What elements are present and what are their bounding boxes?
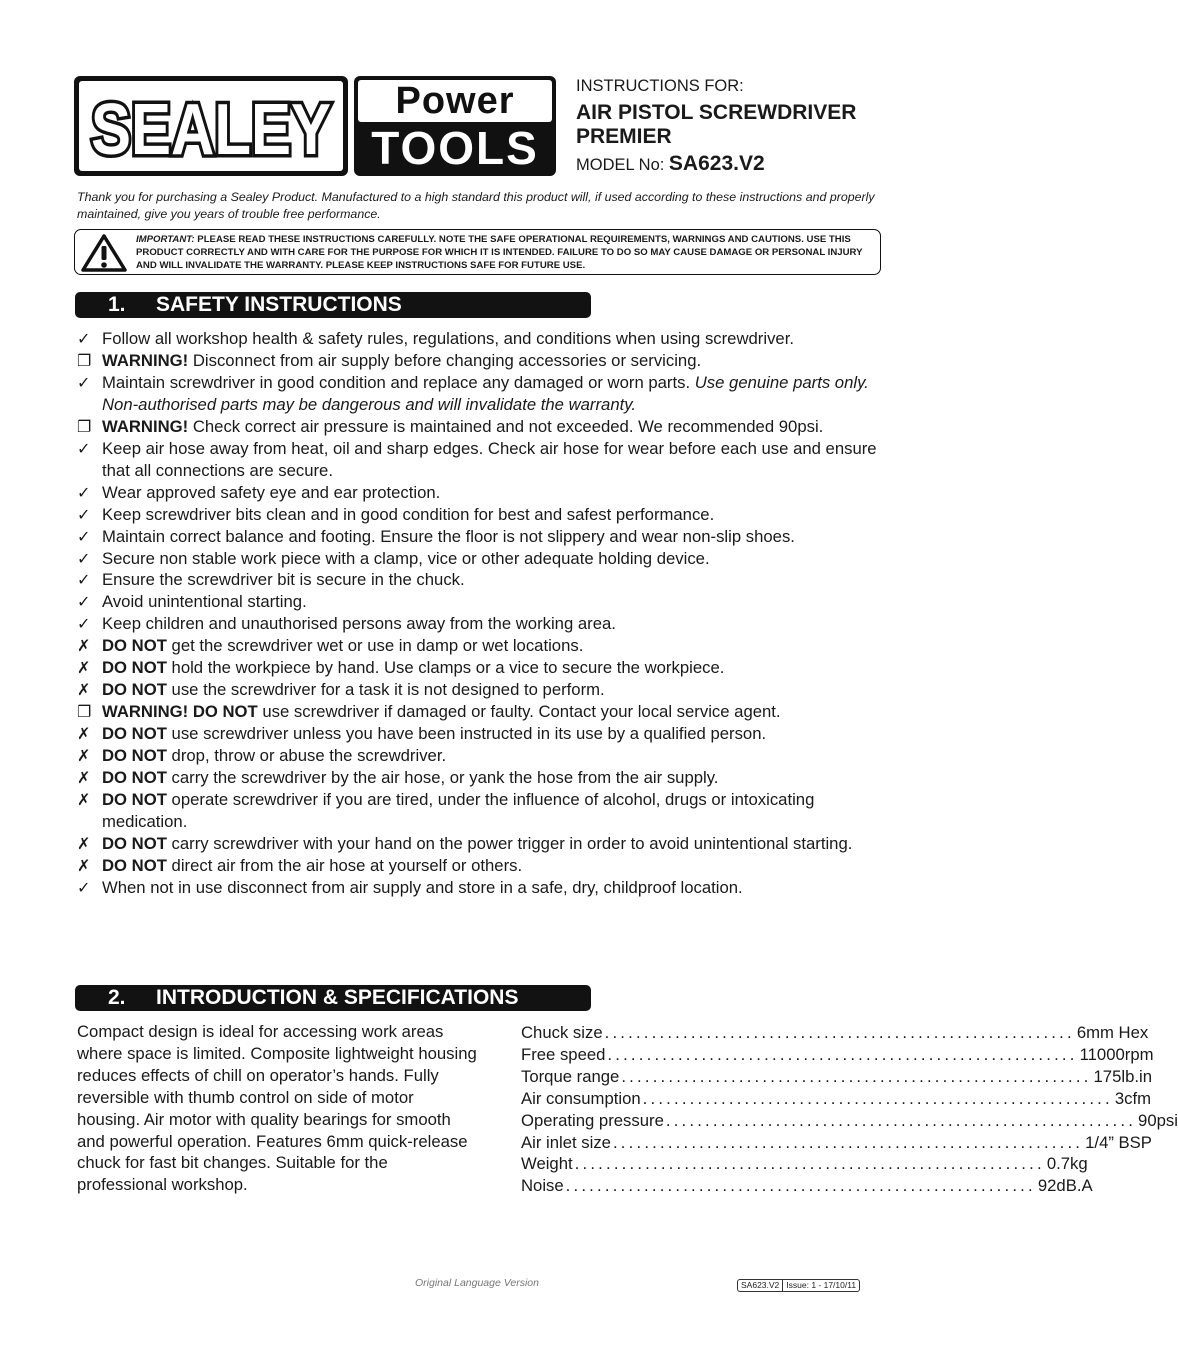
spec-value: 90psi bbox=[1138, 1110, 1178, 1130]
model-number: SA623.V2 bbox=[668, 152, 765, 175]
important-notice-text bbox=[136, 233, 876, 273]
spec-label: Chuck size bbox=[521, 1023, 603, 1042]
spec-row bbox=[521, 1066, 1152, 1088]
product-description: Compact design is ideal for accessing work areas where space is limited. Composite lightweight housing reduces effects of chill on operator’s hands. Fully reversible with thumb control on side of motor housing. Air motor with quality bearings for smooth and powerful operation. Features 6mm quick-release chuck for fast bit changes. Suitable for the professional workshop. bbox=[77, 1022, 477, 1195]
safety-item bbox=[77, 767, 877, 789]
section-header-safety bbox=[75, 292, 591, 318]
spec-value: 6mm Hex bbox=[1076, 1023, 1149, 1042]
spec-leader-dots: ............................................................ bbox=[574, 1154, 1045, 1174]
spec-value: 92dB.A bbox=[1037, 1176, 1093, 1196]
check-icon: ✓ bbox=[77, 482, 91, 502]
safety-item-text: hold the workpiece by hand. Use clamps or a vice to secure the workpiece. bbox=[166, 658, 725, 678]
cross-icon: ✗ bbox=[77, 636, 91, 656]
warning-box-icon: ❐ bbox=[77, 416, 92, 436]
spec-label: Torque range bbox=[521, 1066, 620, 1086]
svg-text:SEALEY: SEALEY bbox=[91, 90, 331, 170]
safety-item bbox=[77, 635, 877, 657]
model-line bbox=[576, 152, 765, 176]
spec-row bbox=[521, 1044, 1154, 1066]
safety-item-emphasis: DO NOT bbox=[102, 746, 167, 766]
safety-item-emphasis: DO NOT bbox=[102, 833, 167, 853]
check-icon: ✓ bbox=[77, 329, 91, 348]
safety-item-text: Wear approved safety eye and ear protection. bbox=[102, 482, 441, 502]
warning-box-icon: ❐ bbox=[77, 350, 92, 370]
warning-triangle-icon bbox=[81, 234, 127, 272]
safety-item-text: Maintain screwdriver in good condition and replace any damaged or worn parts. bbox=[102, 372, 695, 392]
spec-label: Noise bbox=[521, 1176, 564, 1196]
check-icon: ✓ bbox=[77, 548, 91, 568]
safety-item bbox=[77, 591, 877, 613]
safety-item-text: Avoid unintentional starting. bbox=[102, 592, 307, 612]
safety-item bbox=[77, 701, 877, 723]
important-lead: IMPORTANT: bbox=[136, 234, 195, 245]
section-title: SAFETY INSTRUCTIONS bbox=[156, 293, 402, 316]
cross-icon: ✗ bbox=[77, 746, 91, 766]
safety-item-text: get the screwdriver wet or use in damp or wet locations. bbox=[166, 636, 584, 656]
safety-item bbox=[77, 613, 877, 635]
spec-leader-dots: ............................................................ bbox=[565, 1176, 1036, 1196]
safety-item-text: drop, throw or abuse the screwdriver. bbox=[166, 746, 447, 766]
cross-icon: ✗ bbox=[77, 658, 91, 678]
safety-item-text: use screwdriver unless you have been instructed in its use by a qualified person. bbox=[166, 724, 767, 744]
safety-item bbox=[77, 350, 877, 372]
important-body: PLEASE READ THESE INSTRUCTIONS CAREFULLY. NOTE THE SAFE OPERATIONAL REQUIREMENTS, WARNINGS AND CAUTIONS. USE THIS PRODUCT CORRECTLY AND WITH CARE FOR THE PURPOSE FOR WHICH IT IS INTENDED. FAILURE TO DO SO MAY CAUSE DAMAGE OR PERSONAL INJURY AND WILL INVALIDATE THE WARRANTY. PLEASE KEEP INSTRUCTIONS SAFE FOR FUTURE USE. bbox=[136, 234, 863, 272]
safety-item-emphasis: DO NOT bbox=[102, 658, 167, 678]
safety-item-emphasis: WARNING! bbox=[102, 350, 189, 370]
safety-item-emphasis: DO NOT bbox=[102, 724, 167, 744]
safety-item-text: When not in use disconnect from air supply and store in a safe, dry, childproof location. bbox=[102, 877, 743, 897]
safety-item bbox=[77, 548, 877, 570]
product-title-line1: AIR PISTOL SCREWDRIVER bbox=[576, 101, 857, 124]
sealey-logo-wordmark bbox=[82, 84, 340, 168]
safety-item bbox=[77, 877, 877, 899]
safety-item bbox=[77, 833, 877, 855]
footer-document-code bbox=[737, 1279, 860, 1292]
spec-label: Free speed bbox=[521, 1044, 606, 1064]
safety-item bbox=[77, 789, 877, 833]
check-icon: ✓ bbox=[77, 438, 91, 458]
safety-item bbox=[77, 526, 877, 548]
sealey-logo bbox=[74, 76, 348, 176]
safety-item-text: carry the screwdriver by the air hose, or yank the hose from the air supply. bbox=[166, 768, 719, 788]
spec-leader-dots: ............................................................ bbox=[612, 1132, 1084, 1152]
specifications-table bbox=[521, 1022, 1178, 1197]
safety-item-text: direct air from the air hose at yourself or others. bbox=[166, 855, 523, 875]
cross-icon: ✗ bbox=[77, 790, 91, 810]
cross-icon: ✗ bbox=[77, 768, 91, 788]
safety-item bbox=[77, 438, 877, 482]
model-label: MODEL No: bbox=[576, 156, 665, 174]
section-number: 1. bbox=[108, 293, 126, 316]
safety-item bbox=[77, 416, 877, 438]
spec-leader-dots: ............................................................ bbox=[642, 1088, 1113, 1108]
spec-value: 175lb.in bbox=[1093, 1066, 1152, 1086]
section-number: 2. bbox=[108, 986, 126, 1009]
spec-value: 11000rpm bbox=[1079, 1044, 1154, 1064]
spec-leader-dots: ............................................................ bbox=[607, 1044, 1078, 1064]
safety-item-text: Check correct air pressure is maintained and not exceeded. We recommended 90psi. bbox=[188, 416, 824, 436]
section-title: INTRODUCTION & SPECIFICATIONS bbox=[156, 986, 519, 1009]
spec-value: 3cfm bbox=[1114, 1088, 1152, 1108]
cross-icon: ✗ bbox=[77, 680, 91, 700]
safety-item-emphasis: WARNING! bbox=[102, 416, 189, 436]
safety-item-emphasis: DO NOT bbox=[102, 790, 167, 810]
cross-icon: ✗ bbox=[77, 833, 91, 853]
power-tools-logo-bottom: TOOLS bbox=[371, 122, 539, 174]
safety-item-text: Keep children and unauthorised persons away from the working area. bbox=[102, 614, 616, 634]
safety-item-note: Use genuine parts only. Non-authorised parts may be dangerous and will invalidate the warranty. bbox=[102, 372, 869, 414]
spec-row bbox=[521, 1175, 1093, 1197]
safety-item-text: Follow all workshop health & safety rules, regulations, and conditions when using screwdriver. bbox=[102, 329, 794, 348]
spec-row bbox=[521, 1153, 1088, 1175]
spec-leader-dots: ............................................................ bbox=[665, 1110, 1137, 1130]
cross-icon: ✗ bbox=[77, 724, 91, 744]
spec-label: Air inlet size bbox=[521, 1132, 611, 1152]
check-icon: ✓ bbox=[77, 570, 91, 590]
safety-item-text: Disconnect from air supply before changing accessories or servicing. bbox=[188, 350, 702, 370]
power-tools-logo bbox=[354, 76, 556, 176]
check-icon: ✓ bbox=[77, 526, 91, 546]
safety-item-text: Keep air hose away from heat, oil and sharp edges. Check air hose for wear before each use and ensure that all connections are secure. bbox=[102, 438, 877, 480]
warning-box-icon: ❐ bbox=[77, 702, 92, 722]
spec-leader-dots: ............................................................ bbox=[604, 1023, 1075, 1042]
safety-item-text: Ensure the screwdriver bit is secure in the chuck. bbox=[102, 570, 465, 590]
safety-item bbox=[77, 855, 877, 877]
safety-item bbox=[77, 679, 877, 701]
important-notice-box bbox=[74, 229, 881, 275]
footer-language-note: Original Language Version bbox=[415, 1277, 539, 1289]
check-icon: ✓ bbox=[77, 614, 91, 634]
safety-item-text: Keep screwdriver bits clean and in good condition for best and safest performance. bbox=[102, 504, 715, 524]
spec-row bbox=[521, 1132, 1152, 1154]
check-icon: ✓ bbox=[77, 592, 91, 612]
safety-item-emphasis: DO NOT bbox=[102, 680, 167, 700]
spec-label: Operating pressure bbox=[521, 1110, 664, 1130]
safety-item bbox=[77, 723, 877, 745]
safety-item-emphasis: DO NOT bbox=[102, 768, 167, 788]
safety-item bbox=[77, 504, 877, 526]
safety-item-text: operate screwdriver if you are tired, under the influence of alcohol, drugs or intoxicating medication. bbox=[102, 790, 815, 831]
spec-row bbox=[521, 1022, 1149, 1044]
spec-label: Air consumption bbox=[521, 1088, 641, 1108]
spec-value: 1/4” BSP bbox=[1085, 1132, 1152, 1152]
safety-item bbox=[77, 372, 877, 416]
cross-icon: ✗ bbox=[77, 855, 91, 875]
spec-label: Weight bbox=[521, 1154, 573, 1174]
safety-item-text: Maintain correct balance and footing. Ensure the floor is not slippery and wear non-slip shoes. bbox=[102, 526, 795, 546]
spec-leader-dots: ............................................................ bbox=[621, 1066, 1092, 1086]
safety-item bbox=[77, 745, 877, 767]
safety-item bbox=[77, 482, 877, 504]
check-icon: ✓ bbox=[77, 372, 91, 392]
intro-note: Thank you for purchasing a Sealey Product. Manufactured to a high standard this product will, if used according to these instructions and properly maintained, give you years of trouble free performance. bbox=[77, 190, 875, 221]
safety-item-text: Secure non stable work piece with a clamp, vice or other adequate holding device. bbox=[102, 548, 710, 568]
safety-instructions-list bbox=[77, 328, 877, 899]
safety-item bbox=[77, 569, 877, 591]
spec-value: 0.7kg bbox=[1046, 1154, 1088, 1174]
power-tools-logo-top: Power bbox=[358, 80, 552, 122]
footer-issue: Issue: 1 - 17/10/11 bbox=[782, 1280, 859, 1291]
spec-row bbox=[521, 1088, 1152, 1110]
check-icon: ✓ bbox=[77, 877, 91, 897]
product-title bbox=[576, 101, 906, 149]
safety-item-text: use the screwdriver for a task it is not designed to perform. bbox=[166, 680, 605, 700]
safety-item-emphasis: DO NOT bbox=[102, 855, 167, 875]
product-title-line2: PREMIER bbox=[576, 125, 672, 148]
safety-item bbox=[77, 328, 877, 350]
safety-item bbox=[77, 657, 877, 679]
safety-item-emphasis: WARNING! DO NOT bbox=[102, 702, 258, 722]
safety-item-text: use screwdriver if damaged or faulty. Contact your local service agent. bbox=[257, 702, 781, 722]
spec-row bbox=[521, 1110, 1178, 1132]
safety-item-emphasis: DO NOT bbox=[102, 636, 167, 656]
instructions-label: INSTRUCTIONS FOR: bbox=[576, 77, 744, 95]
safety-item-text: carry screwdriver with your hand on the power trigger in order to avoid unintentional starting. bbox=[166, 833, 853, 853]
check-icon: ✓ bbox=[77, 504, 91, 524]
section-header-specifications bbox=[75, 985, 591, 1011]
footer-model-code: SA623.V2 bbox=[741, 1280, 780, 1290]
